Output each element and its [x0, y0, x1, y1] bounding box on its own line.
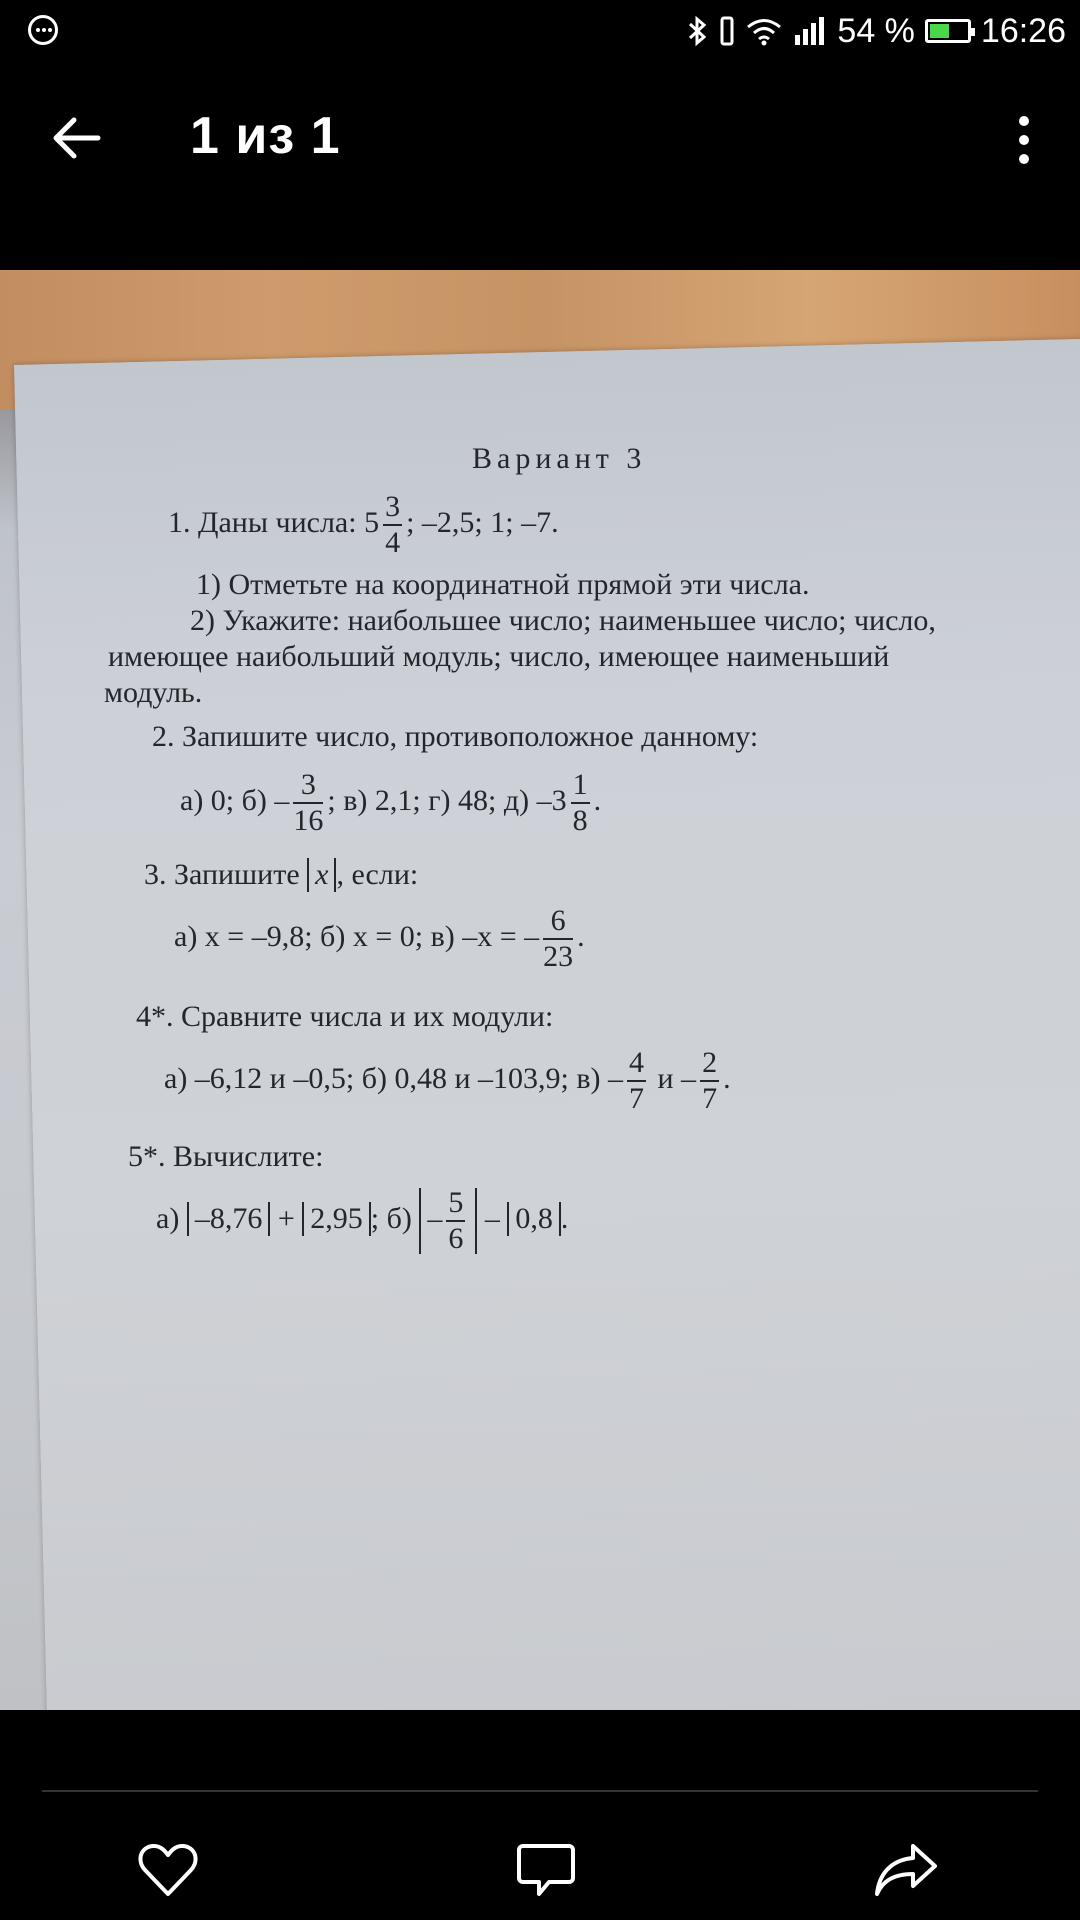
task-3-title: 3. Запишите x , если: [144, 858, 419, 891]
task-2-parts: а) 0; б) – $\frac{3}{16}$ ; в) 2,1; г) 48; д) –3 $\frac{1}{8}$ . [180, 768, 602, 837]
task-4-parts: а) –6,12 и –0,5; б) 0,48 и –103,9; в) – $\frac{4}{7}$ и – $\frac{2}{7}$ . [164, 1046, 731, 1115]
battery-icon [925, 19, 971, 43]
vibrate-icon [719, 16, 735, 46]
wifi-icon [745, 16, 783, 46]
share-button[interactable] [866, 1830, 946, 1910]
task-1: 1. Даны числа: 5 $\frac{3}{4}$ ; –2,5; 1; –7. [168, 490, 559, 559]
page-title: 1 из 1 [190, 107, 341, 165]
task-2-title: 2. Запишите число, противоположное данному: [152, 720, 759, 753]
clock: 16:26 [980, 11, 1066, 50]
divider [42, 1790, 1038, 1792]
back-arrow-icon [50, 116, 102, 160]
more-options-button[interactable] [994, 104, 1054, 176]
bottom-action-bar [0, 1710, 1080, 1920]
task-4-title: 4*. Сравните числа и их модули: [136, 1000, 554, 1033]
task-1-sub-1: 1) Отметьте на координатной прямой эти числа. [196, 568, 810, 601]
photo-viewer[interactable] [0, 270, 1080, 1710]
battery-level-fill [930, 24, 949, 38]
chat-bubble-icon [28, 15, 58, 45]
status-bar [0, 0, 1080, 62]
task-1-sub-2-line-3: модуль. [104, 676, 203, 709]
comment-button[interactable] [506, 1830, 586, 1910]
comment-icon [517, 1842, 575, 1898]
heart-icon [137, 1842, 199, 1898]
back-button[interactable] [40, 102, 112, 174]
task-1-sub-2-line-2: имеющее наибольший модуль; число, имеющее наименьший [108, 640, 890, 673]
like-button[interactable] [128, 1830, 208, 1910]
signal-icon [793, 17, 827, 45]
task-5-title: 5*. Вычислите: [128, 1140, 324, 1173]
status-right-cluster [687, 8, 1066, 54]
more-vert-icon [1019, 116, 1029, 126]
battery-percent: 54 % [837, 11, 915, 50]
task-1-sub-2-line-1: 2) Укажите: наибольшее число; наименьшее число; число, [190, 604, 936, 637]
worksheet-text [0, 270, 1080, 1710]
bluetooth-icon [687, 15, 709, 47]
task-5-parts: а) –8,76 + 2,95 ; б) – $\frac{5}{6}$ – 0,8 . [156, 1186, 569, 1255]
task-3-parts: а) x = –9,8; б) x = 0; в) –x = – $\frac{6}{23}$ . [174, 904, 585, 973]
app-bar [0, 62, 1080, 212]
worksheet-heading: Вариант 3 [472, 442, 647, 475]
share-icon [873, 1842, 939, 1898]
